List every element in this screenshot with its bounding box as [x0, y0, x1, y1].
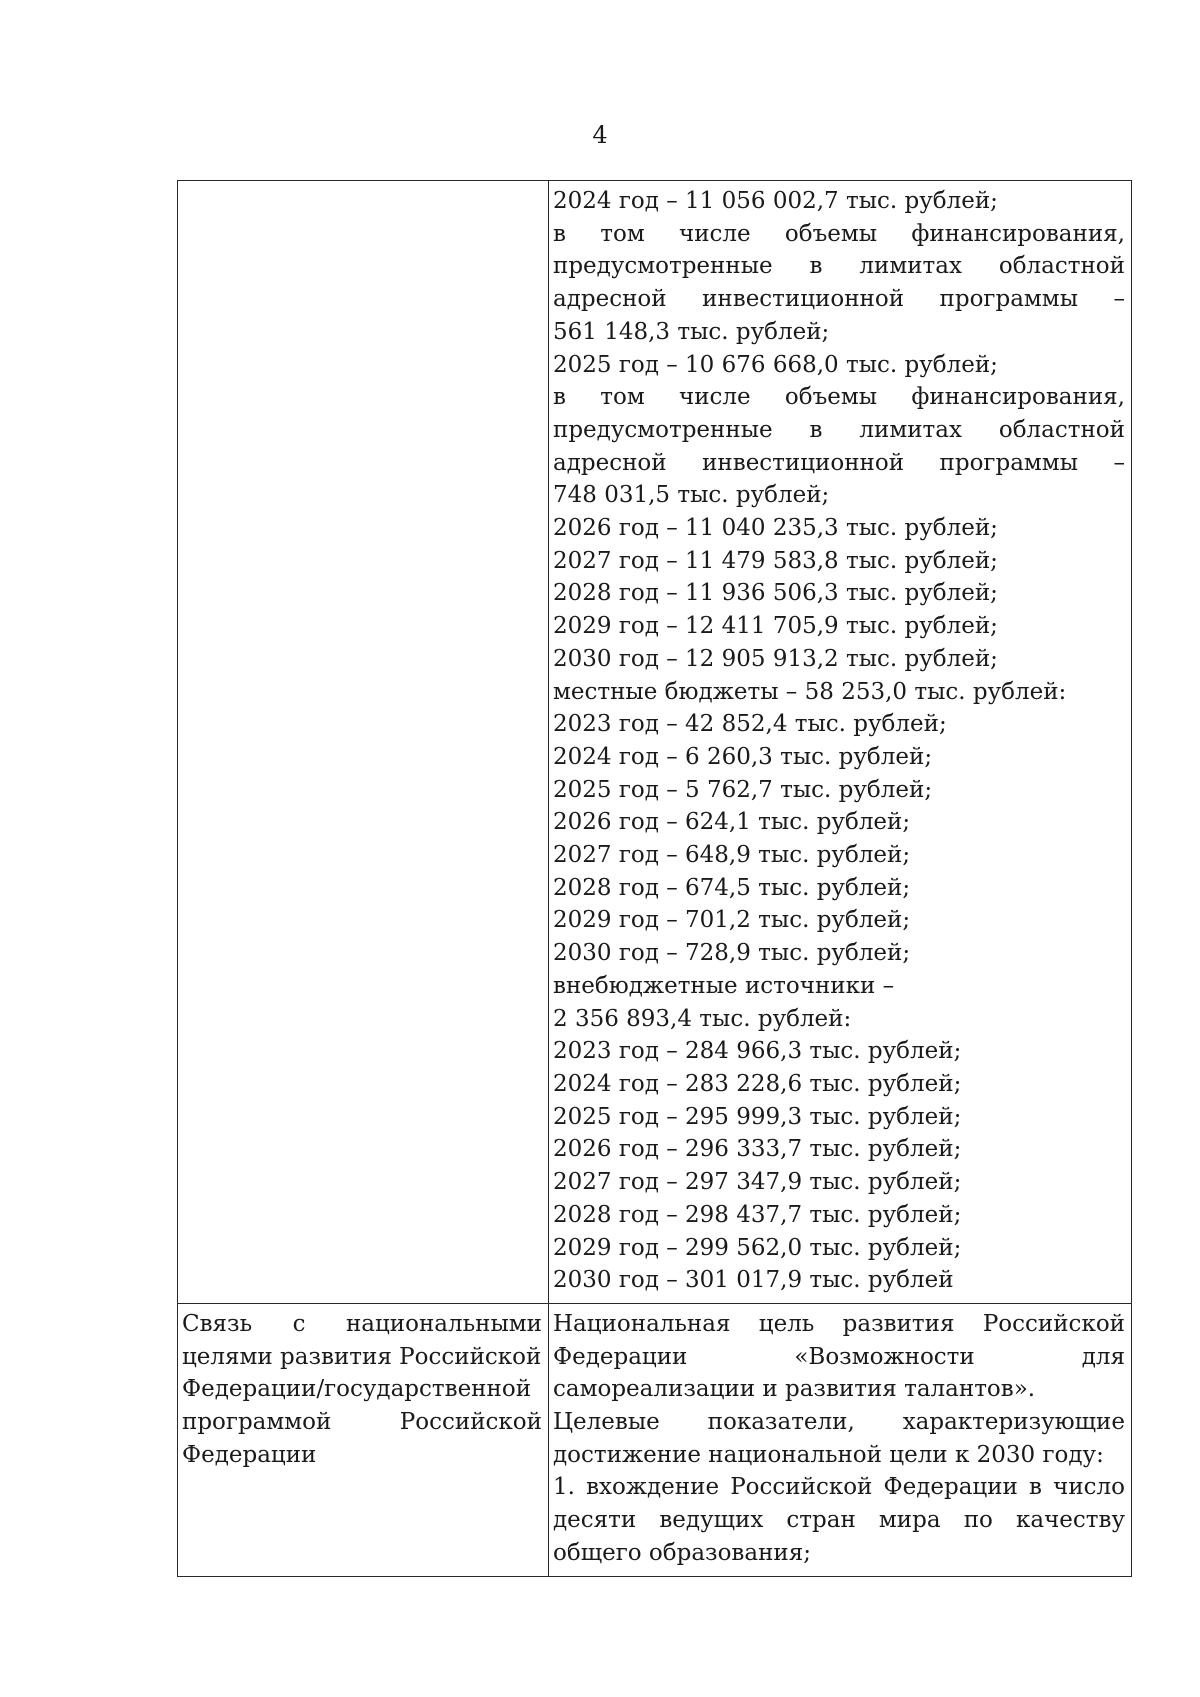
text-line: местные бюджеты – 58 253,0 тыс. рублей: — [553, 678, 1067, 705]
text-line: 2026 год – 624,1 тыс. рублей; — [553, 809, 911, 836]
text-line: 561 148,3 тыс. рублей; — [553, 318, 830, 345]
text-line: предусмотренные в лимитах областной — [553, 416, 1125, 443]
text-line: самореализации и развития талантов». — [553, 1376, 1036, 1403]
text-line: 2030 год – 12 905 913,2 тыс. рублей; — [553, 645, 998, 672]
row-label-empty — [178, 181, 549, 1304]
text-line: 2028 год – 674,5 тыс. рублей; — [553, 874, 911, 901]
text-line: 1. вхождение Российской Федерации в число — [553, 1474, 1125, 1501]
text-line: в том числе объемы финансирования, — [553, 384, 1125, 411]
text-line: 2029 год – 12 411 705,9 тыс. рублей; — [553, 613, 998, 640]
table-row-national-goals — [178, 1303, 1132, 1576]
text-line: предусмотренные в лимитах областной — [553, 253, 1125, 280]
text-line: 2029 год – 299 562,0 тыс. рублей; — [553, 1234, 962, 1261]
text-line: внебюджетные источники – — [553, 972, 895, 999]
passport-table — [177, 180, 1132, 1577]
text-line: Связь с национальными — [182, 1310, 542, 1337]
national-goals-text — [553, 1308, 1125, 1570]
text-line: Федерации/государственной — [182, 1376, 532, 1403]
text-line: 748 031,5 тыс. рублей; — [553, 482, 830, 509]
text-line: 2030 год – 728,9 тыс. рублей; — [553, 940, 911, 967]
text-line: 2025 год – 295 999,3 тыс. рублей; — [553, 1103, 962, 1130]
text-line: адресной инвестиционной программы – — [553, 449, 1125, 476]
text-line: целями развития Российской — [182, 1343, 542, 1370]
text-line: 2026 год – 296 333,7 тыс. рублей; — [553, 1136, 962, 1163]
national-goals-label-cell — [178, 1303, 549, 1576]
text-line: 2026 год – 11 040 235,3 тыс. рублей; — [553, 515, 998, 542]
national-goals-label — [182, 1308, 542, 1472]
text-line: десяти ведущих стран мира по качеству — [553, 1507, 1125, 1534]
text-line: 2025 год – 5 762,7 тыс. рублей; — [553, 776, 933, 803]
text-line: 2 356 893,4 тыс. рублей: — [553, 1005, 852, 1032]
text-line: 2024 год – 6 260,3 тыс. рублей; — [553, 743, 933, 770]
text-line: 2024 год – 11 056 002,7 тыс. рублей; — [553, 188, 998, 214]
text-line: Целевые показатели, характеризующие — [553, 1409, 1125, 1436]
text-line: 2028 год – 11 936 506,3 тыс. рублей; — [553, 580, 998, 607]
text-line: Национальная цель развития Российской — [553, 1310, 1125, 1337]
table-row-financing-continued — [178, 181, 1132, 1304]
financing-text — [553, 185, 1125, 1297]
text-line: Федерации «Возможности для — [553, 1343, 1125, 1370]
text-line: общего образования; — [553, 1539, 811, 1566]
text-line: 2027 год – 648,9 тыс. рублей; — [553, 842, 911, 869]
text-line: 2030 год – 301 017,9 тыс. рублей — [553, 1267, 954, 1294]
financing-cell — [549, 181, 1132, 1304]
text-line: 2023 год – 284 966,3 тыс. рублей; — [553, 1038, 962, 1065]
text-line: 2025 год – 10 676 668,0 тыс. рублей; — [553, 351, 998, 378]
text-line: 2024 год – 283 228,6 тыс. рублей; — [553, 1070, 962, 1097]
text-line: 2023 год – 42 852,4 тыс. рублей; — [553, 711, 947, 738]
text-line: адресной инвестиционной программы – — [553, 286, 1125, 313]
page-number: 4 — [592, 121, 608, 149]
text-line: в том числе объемы финансирования, — [553, 220, 1125, 247]
text-line: 2027 год – 11 479 583,8 тыс. рублей; — [553, 547, 998, 574]
text-line: 2027 год – 297 347,9 тыс. рублей; — [553, 1169, 962, 1196]
text-line: Федерации — [182, 1441, 317, 1468]
text-line: достижение национальной цели к 2030 году: — [553, 1441, 1104, 1468]
text-line: программой Российской — [182, 1409, 542, 1436]
text-line: 2028 год – 298 437,7 тыс. рублей; — [553, 1201, 962, 1228]
national-goals-content-cell — [549, 1303, 1132, 1576]
text-line: 2029 год – 701,2 тыс. рублей; — [553, 907, 911, 934]
